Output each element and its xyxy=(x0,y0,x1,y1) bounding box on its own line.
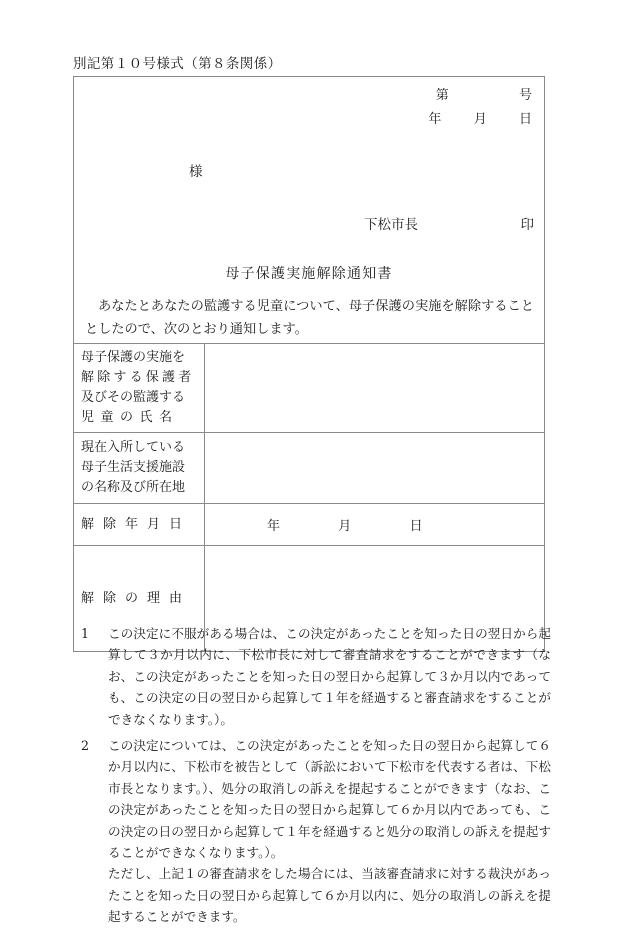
label-line: 児童の氏名 xyxy=(81,410,179,425)
row-value-guardian-child-name[interactable] xyxy=(205,344,545,433)
seal-mark: 印 xyxy=(520,217,534,233)
footnote-text: この決定に不服がある場合は、この決定があったことを知った日の翌日から起算して３か月以内に、下松市長に対して審査請求をすることができます（なお、この決定があったことを知った日の翌日から起算して３か月以内であっても、この決定の日の翌日から起算して１年を経過すると審査請求をすることができなくなります。）。 xyxy=(108,626,551,727)
notice-outer-box xyxy=(73,76,545,652)
number-prefix-label: 第 xyxy=(435,88,449,103)
label-line: 解除の理由 xyxy=(81,590,192,606)
footnote-index: 1 xyxy=(81,626,90,641)
row-label-guardian-child-name xyxy=(74,344,205,433)
lead-paragraph: あなたとあなたの監護する児童について、母子保護の実施を解除することとしたので、次のとおり通知します。 xyxy=(85,299,534,337)
document-title: 母子保護実施解除通知書 xyxy=(225,266,393,282)
value-month-label: 月 xyxy=(338,519,352,534)
footnote-text-continued: ただし、上記１の審査請求をした場合には、当該審査請求に対する裁決があったことを知った日の翌日から起算して６か月以内に、処分の取消しの訴えを提起することができます。 xyxy=(108,866,551,925)
footnote-item xyxy=(73,623,551,730)
label-line: 現在入所している xyxy=(81,440,186,455)
number-suffix-label: 号 xyxy=(518,88,532,103)
footnote-text: この決定については、この決定があったことを知った日の翌日から起算して６か月以内に、下松市を被告として（訴訟において下松市を代表する者は、下松市長となります。）、処分の取消しの訴えを提起することができます（なお、この決定があったことを知った日の翌日から起算して６か月以内であっても、この決定の日の翌日から起算して１年を経過すると処分の取消しの訴えを提起することができなくなります。）。 xyxy=(108,738,551,861)
label-line: の名称及び所在地 xyxy=(81,480,186,495)
table-row xyxy=(74,433,544,504)
date-day-label: 日 xyxy=(518,112,532,127)
issuer-block xyxy=(364,213,534,233)
notice-header-area xyxy=(74,77,544,343)
label-line: 母子保護の実施を xyxy=(81,350,186,365)
row-value-cancellation-date[interactable] xyxy=(205,504,545,546)
label-line: 及びその監護する xyxy=(81,390,186,405)
document-number-line xyxy=(428,84,532,108)
row-label-cancellation-date xyxy=(74,504,205,546)
document-number-block xyxy=(428,84,532,132)
footnote-item xyxy=(73,735,551,928)
date-year-label: 年 xyxy=(428,112,442,127)
addressee-honorific: 様 xyxy=(189,164,203,180)
row-value-facility-name-address[interactable] xyxy=(205,433,545,504)
label-line: 解除年月日 xyxy=(81,516,192,532)
date-placeholder-group xyxy=(213,519,423,534)
value-day-label: 日 xyxy=(409,519,423,534)
footnote-index: 2 xyxy=(81,738,90,754)
date-month-label: 月 xyxy=(473,112,487,127)
label-line: 母子生活支援施設 xyxy=(81,460,186,475)
footnotes-section xyxy=(73,623,551,933)
issuer-name: 下松市長 xyxy=(364,217,418,233)
notice-detail-table xyxy=(74,343,544,651)
document-date-line xyxy=(428,108,532,132)
table-row xyxy=(74,504,544,546)
row-label-facility-name-address xyxy=(74,433,205,504)
form-number-label: 別記第１０号様式（第８条関係） xyxy=(73,56,282,72)
label-line: 解除する保護者 xyxy=(81,370,195,385)
value-year-label: 年 xyxy=(267,519,281,534)
table-row xyxy=(74,344,544,433)
